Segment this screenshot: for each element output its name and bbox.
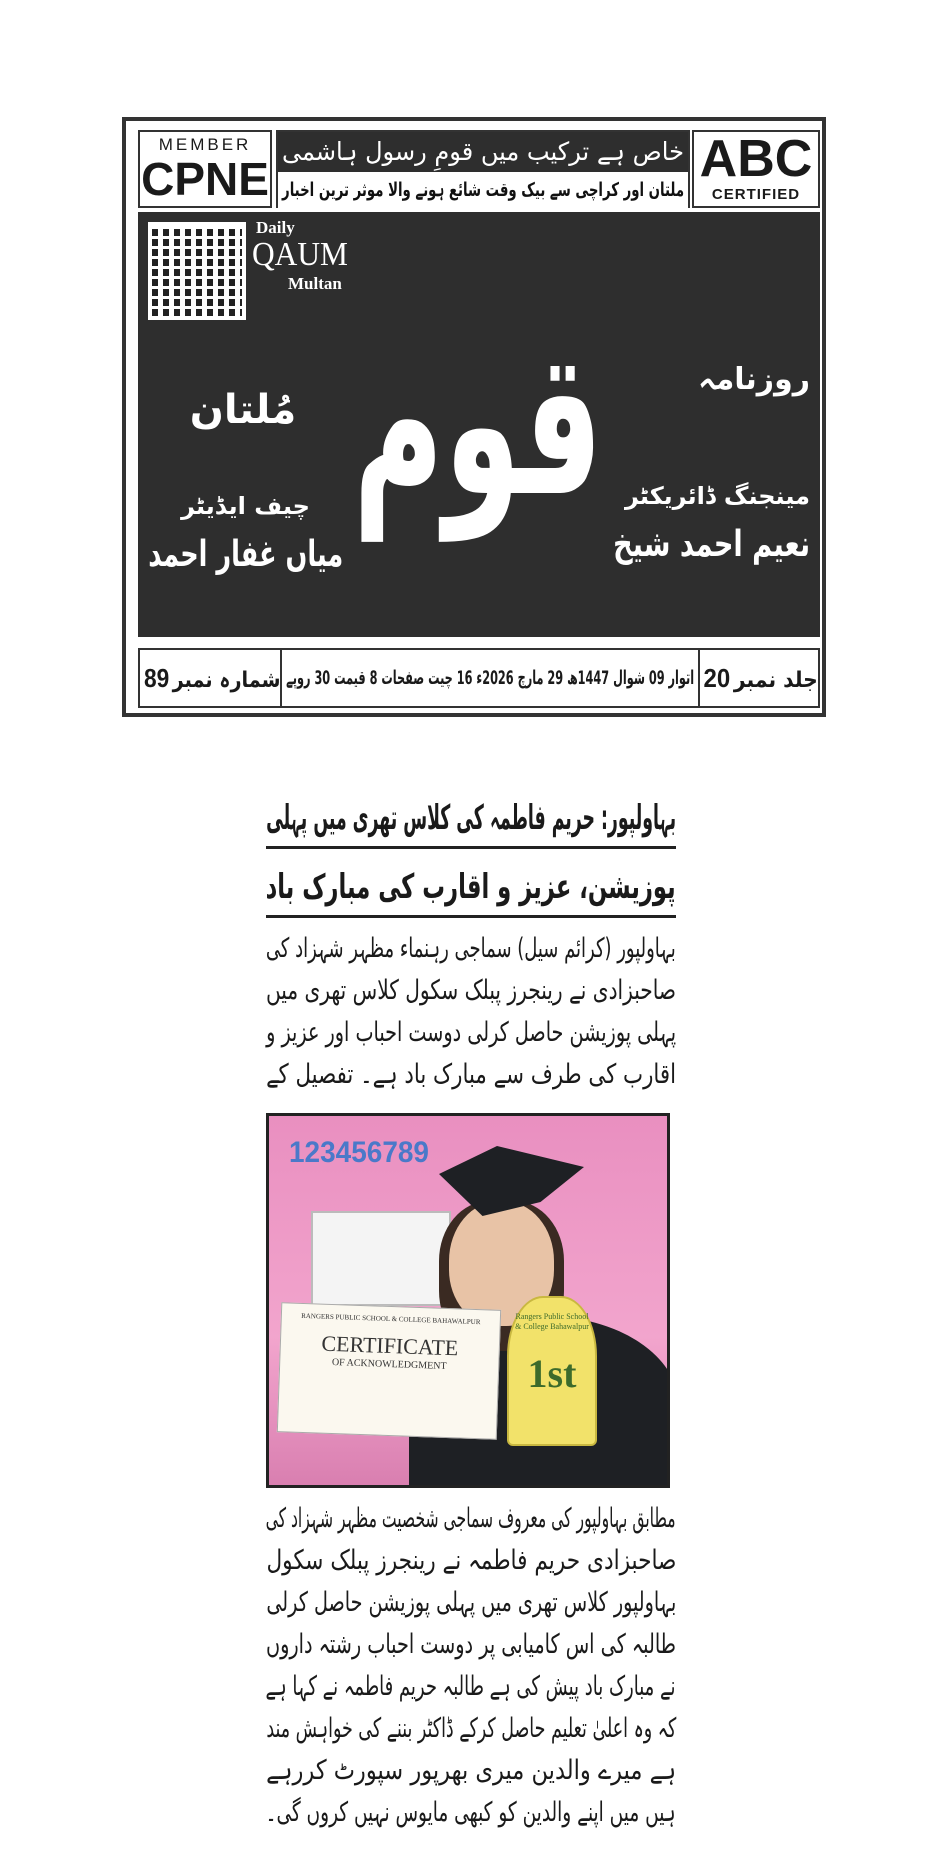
- body-line: کہ وہ اعلیٰ تعلیم حاصل کرکے ڈاکٹر بننے کی خواہش مند: [266, 1713, 676, 1744]
- volume-number: 20: [703, 662, 731, 693]
- qaum-english-title: QAUM: [252, 236, 348, 273]
- intro-line: اقارب کی طرف سے مبارک باد ہے۔ تفصیل کے: [266, 1059, 676, 1090]
- certificate: [277, 1302, 501, 1440]
- body-line: مطابق بہاولپور کی معروف سماجی شخصیت مظہر شہزاد کی: [266, 1503, 676, 1534]
- issue-number: 89: [143, 662, 169, 693]
- managing-director-label: مینجنگ ڈائریکٹر: [624, 482, 810, 510]
- intro-line: صاحبزادی نے رینجرز پبلک سکول کلاس تھری میں: [266, 975, 676, 1006]
- managing-director-name: نعیم احمد شیخ: [613, 524, 810, 565]
- wall-number-chart: 123456789: [289, 1136, 429, 1169]
- intro-line: بہاولپور (کرائم سیل) سماجی رہنماء مظہر شہزاد کی: [266, 933, 676, 964]
- abc-label: ABC: [699, 130, 813, 188]
- body-line: بہاولپور کلاس تھری میں پہلی پوزیشن حاصل کرلی: [266, 1587, 676, 1618]
- classroom-board: [311, 1211, 451, 1306]
- graduation-cap-icon: [439, 1146, 584, 1216]
- chief-editor-label: چیف ایڈیٹر: [181, 492, 310, 520]
- trophy-school: Rangers Public School & College Bahawalpur: [515, 1312, 589, 1331]
- qaum-logo: قوم: [353, 308, 603, 541]
- cpne-label: CPNE: [141, 153, 269, 205]
- certificate-school: RANGERS PUBLIC SCHOOL & COLLEGE BAHAWALPUR: [300, 1311, 481, 1327]
- cpne-member-badge: [138, 130, 272, 208]
- body-line: ہے میرے والدین میری بھرپور سپورٹ کررہے: [266, 1755, 676, 1786]
- qr-code-icon: [148, 222, 246, 320]
- multan-english-label: Multan: [288, 274, 342, 293]
- body-line: طالبہ کی اس کامیابی پر دوست احباب رشتہ داروں: [265, 1629, 676, 1660]
- article-photo: [266, 1113, 670, 1488]
- body-line: نے مبارک باد پیش کی ہے طالبہ حریم فاطمہ نے کہا ہے: [266, 1671, 676, 1702]
- certified-label: CERTIFIED: [711, 186, 801, 203]
- tagline-bottom: ملتان اور کراچی سے بیک وقت شائع ہونے والا موثر ترین اخبار: [278, 172, 688, 208]
- certificate-title: CERTIFICATE: [321, 1330, 459, 1361]
- tagline-band: [276, 130, 690, 208]
- volume-label: جلد نمبر: [734, 667, 818, 693]
- certificate-subtitle: OF ACKNOWLEDGMENT: [331, 1357, 447, 1373]
- abc-certified-badge: [692, 130, 820, 208]
- issue-label: شمارہ نمبر: [172, 667, 280, 693]
- headline-line-1: بہاولپور: حریم فاطمہ کی کلاس تھری میں پہلی: [266, 790, 676, 849]
- member-label: MEMBER: [158, 135, 252, 154]
- trophy: [507, 1296, 597, 1446]
- issue-cell: [140, 650, 280, 706]
- volume-cell: [698, 650, 818, 706]
- trophy-place: 1st: [527, 1351, 577, 1396]
- headline-line-2: پوزیشن، عزیز و اقارب کی مبارک باد: [266, 859, 676, 918]
- news-article: [266, 790, 676, 1096]
- daily-label: Daily: [256, 218, 295, 237]
- masthead-panel: [138, 212, 820, 637]
- body-line: صاحبزادی حریم فاطمہ نے رینجرز پبلک سکول: [266, 1545, 676, 1576]
- body-line: ہیں میں اپنے والدین کو کبھی مایوس نہیں کروں گی۔: [266, 1797, 676, 1828]
- article-body: [266, 1498, 676, 1834]
- date-line: اتوار 09 شوال 1447ھ 29 مارچ 2026ء 16 چیت صفحات 8 قیمت 30 روپے: [280, 650, 698, 706]
- chief-editor-name: میاں غفار احمد: [148, 534, 343, 575]
- tagline-top: خاص ہے ترکیب میں قومِ رسول ہاشمی: [278, 132, 688, 172]
- intro-line: پہلی پوزیشن حاصل کرلی دوست احباب اور عزیز و: [266, 1017, 676, 1048]
- multan-urdu-label: مُلتان: [189, 387, 297, 433]
- roznama-label: روزنامہ: [698, 362, 810, 397]
- issue-info-bar: [138, 648, 820, 708]
